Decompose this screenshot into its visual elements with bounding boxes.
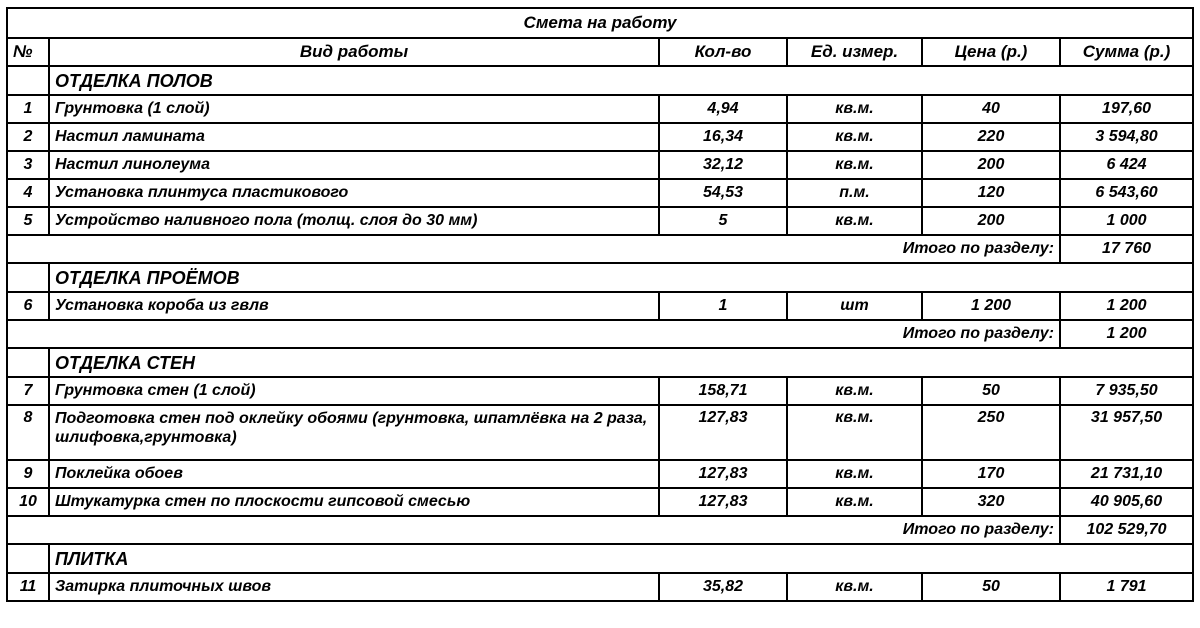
table-row bbox=[7, 405, 1193, 460]
row-price: 50 bbox=[922, 377, 1060, 405]
row-unit: кв.м. bbox=[787, 377, 922, 405]
table-row bbox=[7, 151, 1193, 179]
row-name: Грунтовка стен (1 слой) bbox=[49, 377, 659, 405]
row-unit: кв.м. bbox=[787, 207, 922, 235]
row-price: 250 bbox=[922, 405, 1060, 460]
row-unit: кв.м. bbox=[787, 460, 922, 488]
row-sum: 21 731,10 bbox=[1060, 460, 1193, 488]
row-name: Подготовка стен под оклейку обоями (грунтовка, шпатлёвка на 2 раза, шлифовка,грунтовка) bbox=[49, 405, 659, 460]
row-qty: 16,34 bbox=[659, 123, 787, 151]
section-total-row bbox=[7, 320, 1193, 348]
section-title: ОТДЕЛКА ПОЛОВ bbox=[49, 66, 1193, 95]
row-name: Установка короба из гвлв bbox=[49, 292, 659, 320]
section-row-openings bbox=[7, 263, 1193, 292]
section-row-floors bbox=[7, 66, 1193, 95]
row-price: 220 bbox=[922, 123, 1060, 151]
row-sum: 40 905,60 bbox=[1060, 488, 1193, 516]
table-row bbox=[7, 460, 1193, 488]
row-qty: 32,12 bbox=[659, 151, 787, 179]
section-total-row bbox=[7, 235, 1193, 263]
row-num: 4 bbox=[7, 179, 49, 207]
header-qty: Кол-во bbox=[659, 38, 787, 66]
section-num-cell bbox=[7, 348, 49, 377]
row-num: 11 bbox=[7, 573, 49, 601]
header-name: Вид работы bbox=[49, 38, 659, 66]
table-row bbox=[7, 292, 1193, 320]
row-price: 200 bbox=[922, 207, 1060, 235]
row-qty: 5 bbox=[659, 207, 787, 235]
row-sum: 31 957,50 bbox=[1060, 405, 1193, 460]
row-price: 170 bbox=[922, 460, 1060, 488]
section-title: ОТДЕЛКА СТЕН bbox=[49, 348, 1193, 377]
row-price: 40 bbox=[922, 95, 1060, 123]
section-row-tiles bbox=[7, 544, 1193, 573]
table-row bbox=[7, 573, 1193, 601]
header-num: № bbox=[7, 38, 49, 66]
row-num: 2 bbox=[7, 123, 49, 151]
row-qty: 4,94 bbox=[659, 95, 787, 123]
row-unit: п.м. bbox=[787, 179, 922, 207]
row-name: Штукатурка стен по плоскости гипсовой смесью bbox=[49, 488, 659, 516]
table-title: Смета на работу bbox=[7, 8, 1193, 38]
row-price: 1 200 bbox=[922, 292, 1060, 320]
section-row-walls bbox=[7, 348, 1193, 377]
estimate-table bbox=[6, 7, 1194, 602]
row-name: Устройство наливного пола (толщ. слоя до 30 мм) bbox=[49, 207, 659, 235]
row-num: 1 bbox=[7, 95, 49, 123]
row-unit: кв.м. bbox=[787, 151, 922, 179]
row-num: 7 bbox=[7, 377, 49, 405]
table-row bbox=[7, 123, 1193, 151]
row-num: 10 bbox=[7, 488, 49, 516]
row-num: 8 bbox=[7, 405, 49, 460]
row-sum: 1 200 bbox=[1060, 292, 1193, 320]
row-qty: 54,53 bbox=[659, 179, 787, 207]
row-qty: 158,71 bbox=[659, 377, 787, 405]
row-num: 3 bbox=[7, 151, 49, 179]
row-price: 120 bbox=[922, 179, 1060, 207]
row-sum: 7 935,50 bbox=[1060, 377, 1193, 405]
section-total-label: Итого по разделу: bbox=[7, 516, 1060, 544]
row-name: Настил линолеума bbox=[49, 151, 659, 179]
table-title-row bbox=[7, 8, 1193, 38]
header-price: Цена (р.) bbox=[922, 38, 1060, 66]
table-row bbox=[7, 488, 1193, 516]
section-total-value: 17 760 bbox=[1060, 235, 1193, 263]
table-row bbox=[7, 95, 1193, 123]
section-total-row bbox=[7, 516, 1193, 544]
row-name: Грунтовка (1 слой) bbox=[49, 95, 659, 123]
row-num: 9 bbox=[7, 460, 49, 488]
section-total-label: Итого по разделу: bbox=[7, 320, 1060, 348]
row-qty: 127,83 bbox=[659, 488, 787, 516]
row-sum: 6 424 bbox=[1060, 151, 1193, 179]
row-price: 50 bbox=[922, 573, 1060, 601]
row-unit: кв.м. bbox=[787, 405, 922, 460]
row-unit: кв.м. bbox=[787, 123, 922, 151]
row-name: Поклейка обоев bbox=[49, 460, 659, 488]
row-qty: 35,82 bbox=[659, 573, 787, 601]
row-sum: 1 791 bbox=[1060, 573, 1193, 601]
row-unit: кв.м. bbox=[787, 95, 922, 123]
row-qty: 127,83 bbox=[659, 460, 787, 488]
row-num: 6 bbox=[7, 292, 49, 320]
section-total-value: 102 529,70 bbox=[1060, 516, 1193, 544]
row-price: 320 bbox=[922, 488, 1060, 516]
section-title: ПЛИТКА bbox=[49, 544, 1193, 573]
header-sum: Сумма (р.) bbox=[1060, 38, 1193, 66]
row-qty: 1 bbox=[659, 292, 787, 320]
row-name: Затирка плиточных швов bbox=[49, 573, 659, 601]
row-sum: 3 594,80 bbox=[1060, 123, 1193, 151]
row-num: 5 bbox=[7, 207, 49, 235]
row-sum: 197,60 bbox=[1060, 95, 1193, 123]
table-row bbox=[7, 207, 1193, 235]
row-unit: шт bbox=[787, 292, 922, 320]
table-row bbox=[7, 377, 1193, 405]
section-total-label: Итого по разделу: bbox=[7, 235, 1060, 263]
row-name: Настил ламината bbox=[49, 123, 659, 151]
section-num-cell bbox=[7, 544, 49, 573]
row-sum: 6 543,60 bbox=[1060, 179, 1193, 207]
section-title: ОТДЕЛКА ПРОЁМОВ bbox=[49, 263, 1193, 292]
row-price: 200 bbox=[922, 151, 1060, 179]
header-unit: Ед. измер. bbox=[787, 38, 922, 66]
table-header-row bbox=[7, 38, 1193, 66]
table-row bbox=[7, 179, 1193, 207]
section-num-cell bbox=[7, 66, 49, 95]
row-name: Установка плинтуса пластикового bbox=[49, 179, 659, 207]
row-unit: кв.м. bbox=[787, 573, 922, 601]
row-unit: кв.м. bbox=[787, 488, 922, 516]
section-total-value: 1 200 bbox=[1060, 320, 1193, 348]
section-num-cell bbox=[7, 263, 49, 292]
row-sum: 1 000 bbox=[1060, 207, 1193, 235]
row-qty: 127,83 bbox=[659, 405, 787, 460]
